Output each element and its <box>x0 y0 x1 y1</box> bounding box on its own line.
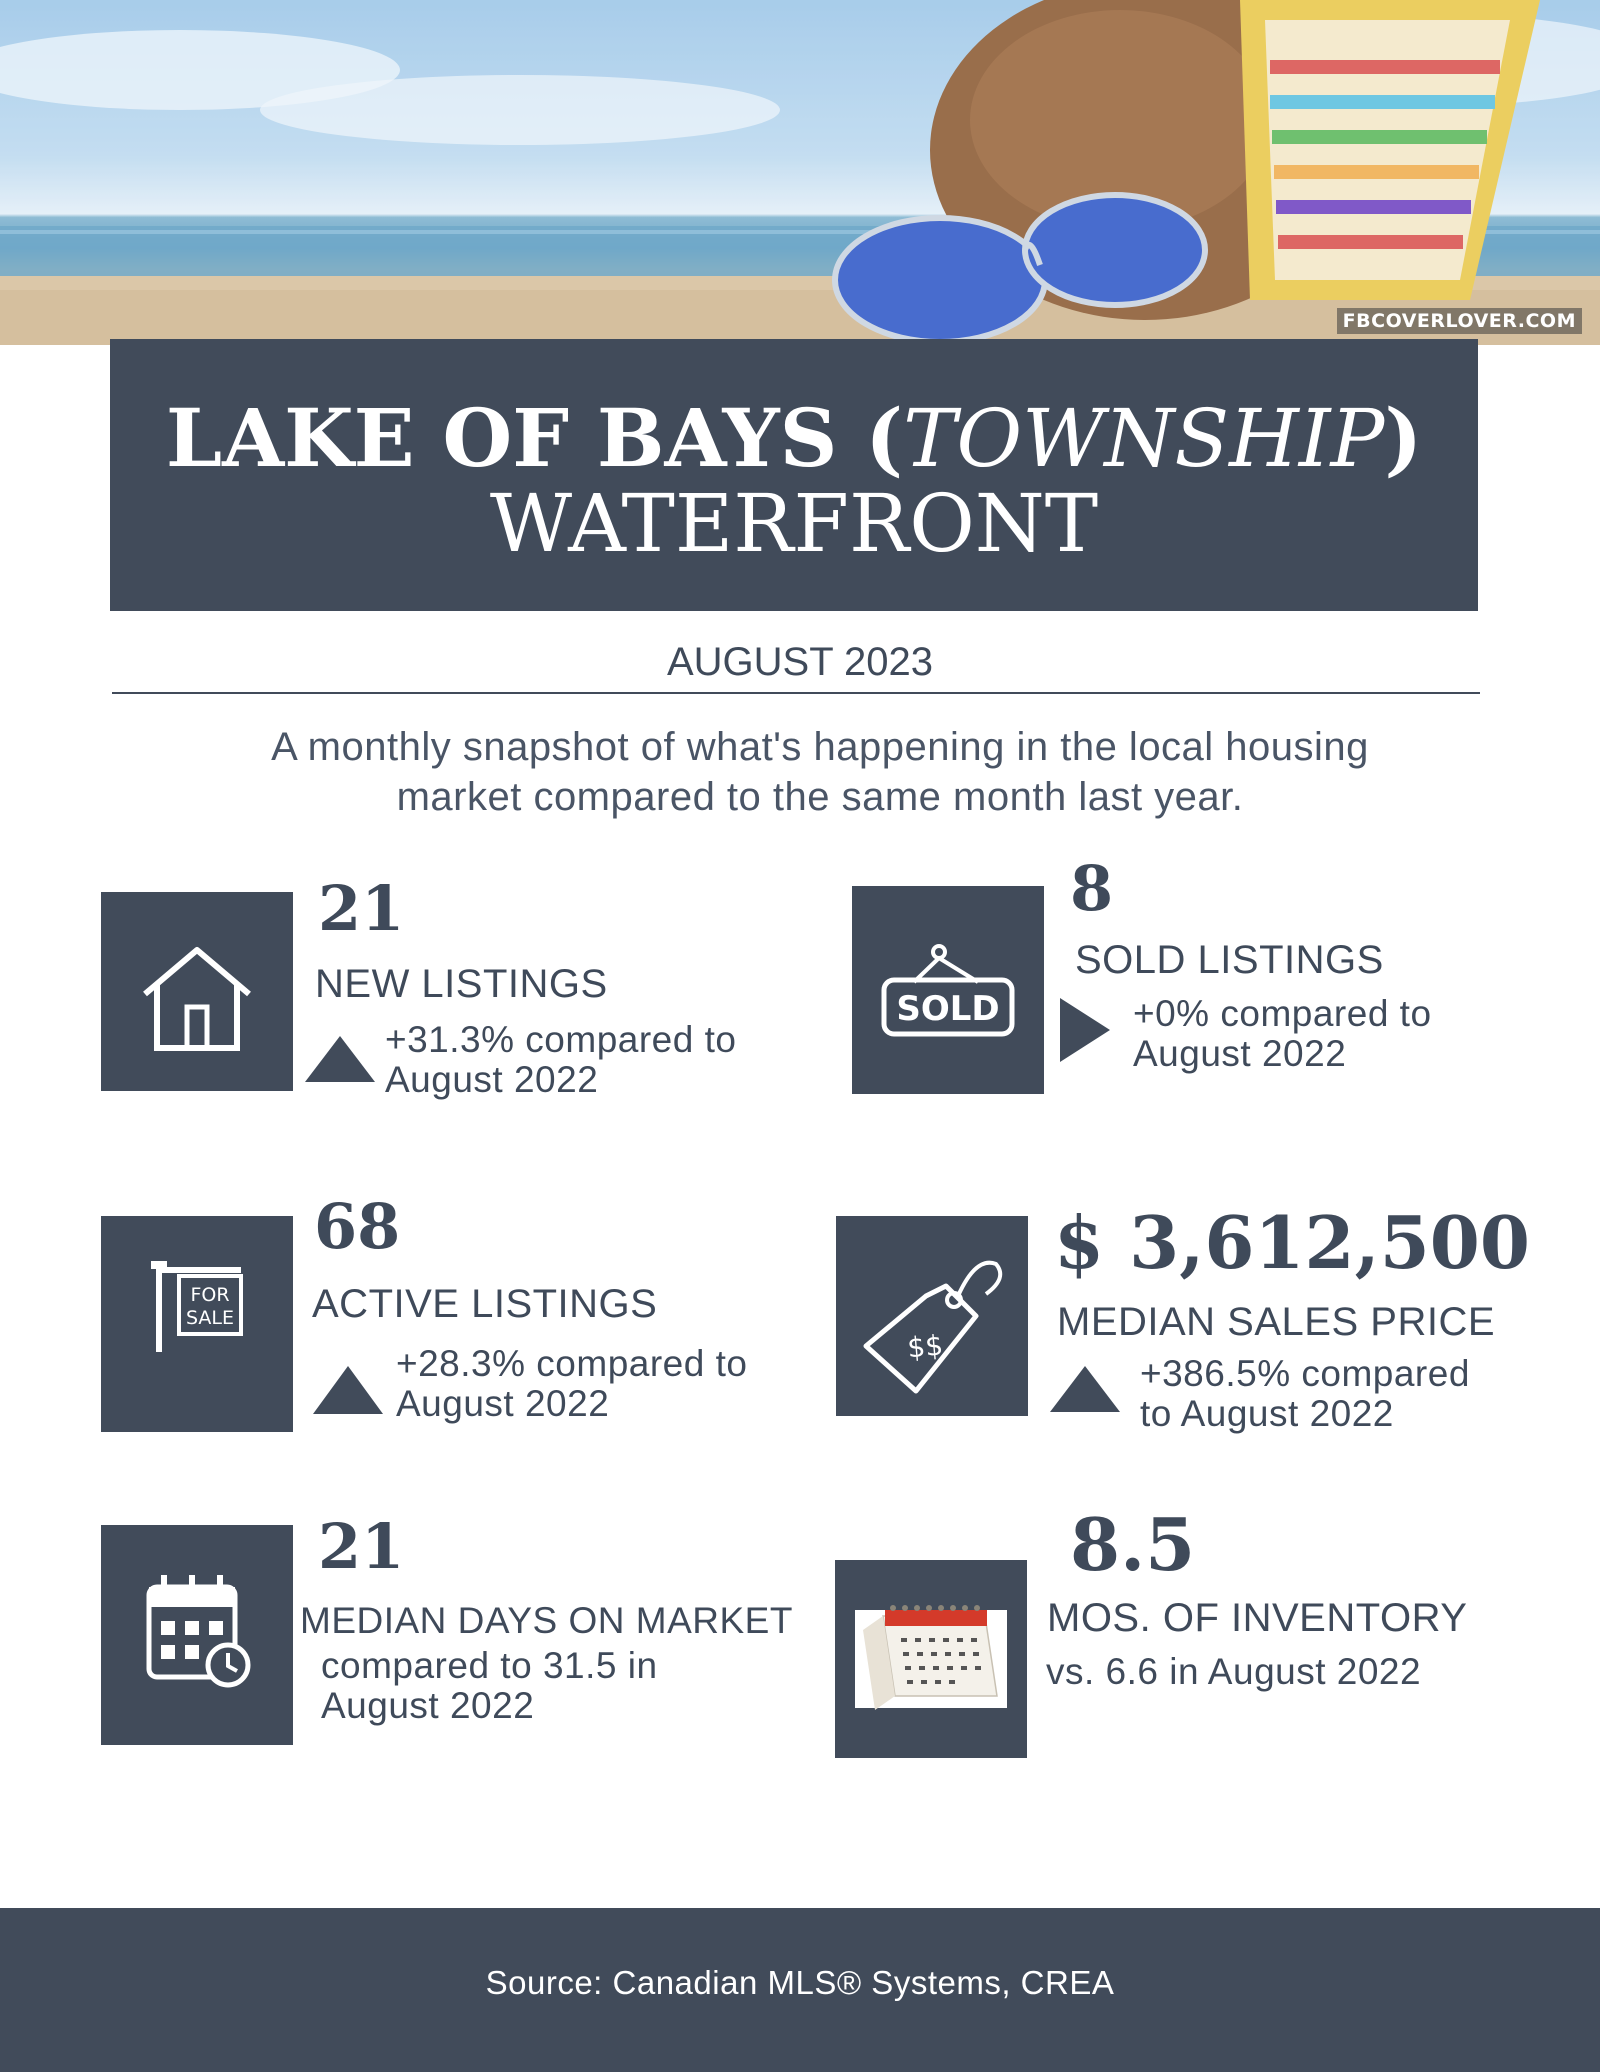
intro-line-1: A monthly snapshot of what's happening in the local housing <box>271 725 1369 769</box>
source-text: Source: Canadian MLS® Systems, CREA <box>485 1964 1115 2001</box>
active-listings-note <box>396 1344 747 1424</box>
active-listings-note-line-2: August 2022 <box>396 1383 610 1424</box>
page-title <box>110 391 1478 485</box>
house-icon <box>101 892 293 1091</box>
for-sale-sign-icon <box>101 1216 293 1432</box>
report-month: AUGUST 2023 <box>666 640 934 684</box>
title-part1: LAKE OF BAYS ( <box>165 391 904 485</box>
days-on-market-label: MEDIAN DAYS ON MARKET <box>300 1600 793 1641</box>
price-tag-icon <box>836 1216 1028 1416</box>
page-subtitle-title: WATERFRONT <box>489 477 1099 570</box>
intro-line-2: market compared to the same month last year. <box>396 775 1244 819</box>
sold-listings-value: 8 <box>1070 852 1114 925</box>
title-banner <box>110 339 1478 611</box>
hero-beach-image <box>0 0 1600 345</box>
sold-sign-text: SOLD <box>896 989 1000 1029</box>
for-sale-text-1: FOR <box>190 1284 230 1306</box>
desk-calendar-icon <box>835 1560 1027 1758</box>
inventory-note-line-1: vs. 6.6 in August 2022 <box>1046 1651 1422 1692</box>
median-price-label: MEDIAN SALES PRICE <box>1057 1300 1496 1344</box>
title-italic: TOWNSHIP <box>903 392 1385 485</box>
inventory-tile <box>835 1560 1027 1758</box>
trend-up-icon <box>311 1364 385 1416</box>
median-price-note-line-1: +386.5% compared <box>1140 1353 1470 1394</box>
sold-listings-label: SOLD LISTINGS <box>1075 938 1384 982</box>
active-listings-value: 68 <box>314 1190 401 1263</box>
calendar-clock-icon <box>101 1525 293 1745</box>
new-listings-value: 21 <box>318 872 405 945</box>
days-on-market-note-line-1: compared to 31.5 in <box>321 1645 658 1686</box>
inventory-value: 8.5 <box>1070 1502 1196 1587</box>
watermark-text: FBCOVERLOVER.COM <box>1337 308 1582 334</box>
trend-flat-icon <box>1058 996 1112 1064</box>
new-listings-note <box>385 1020 736 1100</box>
new-listings-tile <box>101 892 293 1091</box>
median-price-value: $ 3,612,500 <box>1054 1200 1530 1285</box>
median-price-note <box>1140 1354 1470 1434</box>
days-on-market-tile <box>101 1525 293 1745</box>
new-listings-label: NEW LISTINGS <box>315 962 608 1006</box>
title-part2: ) <box>1384 391 1423 485</box>
days-on-market-value: 21 <box>318 1510 405 1583</box>
new-listings-note-line-1: +31.3% compared to <box>385 1019 737 1060</box>
active-listings-note-line-1: +28.3% compared to <box>396 1343 748 1384</box>
trend-up-icon <box>303 1034 377 1084</box>
days-on-market-note-line-2: August 2022 <box>321 1685 535 1726</box>
inventory-note <box>1046 1652 1421 1692</box>
sold-listings-note <box>1133 994 1432 1074</box>
sold-listings-tile <box>852 886 1044 1094</box>
divider <box>112 692 1480 694</box>
inventory-label: MOS. OF INVENTORY <box>1047 1596 1468 1640</box>
sold-listings-note-line-2: August 2022 <box>1133 1033 1347 1074</box>
intro-text <box>150 722 1490 822</box>
sold-listings-note-line-1: +0% compared to <box>1133 993 1432 1034</box>
median-price-tile <box>836 1216 1028 1416</box>
sold-sign-icon <box>852 886 1044 1094</box>
trend-up-icon <box>1048 1364 1122 1414</box>
active-listings-tile <box>101 1216 293 1432</box>
active-listings-label: ACTIVE LISTINGS <box>312 1282 658 1326</box>
new-listings-note-line-2: August 2022 <box>385 1059 599 1100</box>
days-on-market-note <box>321 1646 658 1726</box>
footer <box>0 1908 1600 2072</box>
price-tag-text: $$ <box>905 1328 945 1365</box>
median-price-note-line-2: to August 2022 <box>1140 1393 1394 1434</box>
for-sale-text-2: SALE <box>185 1307 235 1329</box>
